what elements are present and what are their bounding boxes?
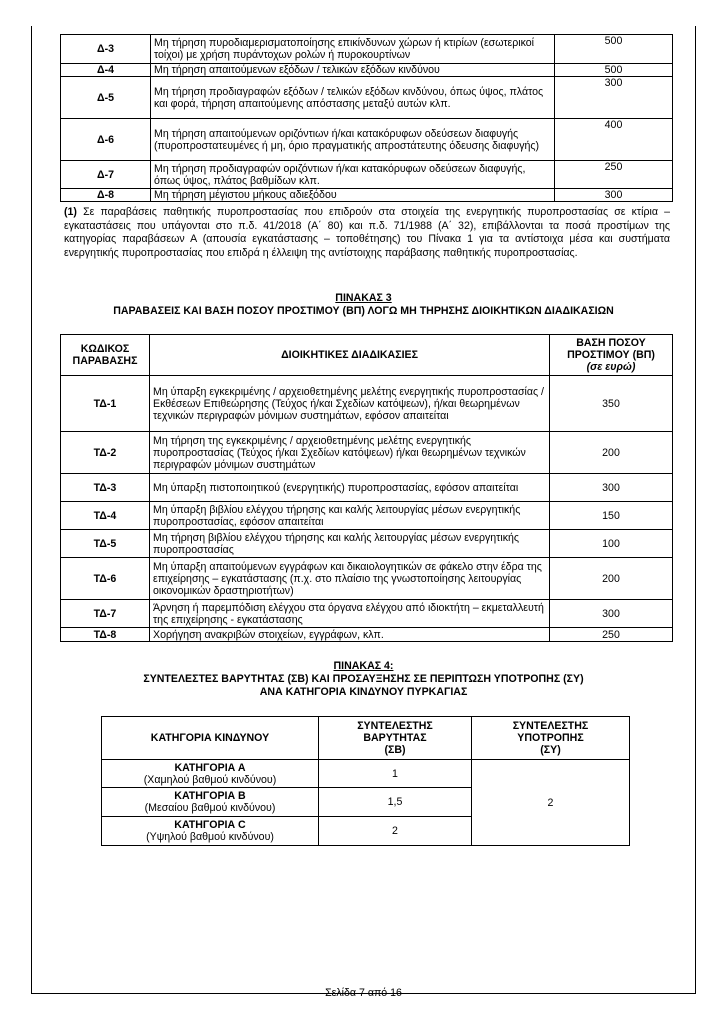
page-number: Σελίδα 7 από 16 <box>325 987 402 999</box>
fine-amount: 300 <box>555 77 673 119</box>
violation-description: Μη τήρηση απαιτούμενων οριζόντιων ή/και κατακόρυφων οδεύσεων διαφυγής (πυροπροστατευμένες ή μη, όριο πραγματικής απροστάτευτης όδευσης διαφυγής) <box>151 119 555 161</box>
table4-subtitle-2: ΑΝΑ ΚΑΤΗΓΟΡΙΑ ΚΙΝΔΥΝΟΥ ΠΥΡΚΑΓΙΑΣ <box>259 686 468 698</box>
violation-description: Μη ύπαρξη απαιτούμενων εγγράφων και δικαιολογητικών σε φάκελο στην έδρα της επιχείρησης – εγκατάστασης (π.χ. στο πλαίσιο της γνωστοποίησης λειτουργίας οικονομικών δραστηριοτήτων) <box>150 558 550 600</box>
table-row <box>61 161 673 189</box>
violation-code: ΤΔ-1 <box>61 376 150 432</box>
table3-heading: ΠΙΝΑΚΑΣ 3 <box>335 292 392 304</box>
violation-code: Δ-7 <box>61 161 151 189</box>
column-header-description: ΔΙΟΙΚΗΤΙΚΕΣ ΔΙΑΔΙΚΑΣΙΕΣ <box>150 335 550 376</box>
violation-description: Χορήγηση ανακριβών στοιχείων, εγγράφων, κλπ. <box>150 628 550 642</box>
violation-description: Μη ύπαρξη πιστοποιητικού (ενεργητικής) πυροπροστασίας, εφόσον απαιτείται <box>150 474 550 502</box>
footnote-text: Σε παραβάσεις παθητικής πυροπροστασίας που επιδρούν στα στοιχεία της ενεργητικής πυροπροστασίας σε κτίρια – εγκαταστάσεις που υπάγονται στο π.δ. 41/2018 (Α΄ 80) και π.δ. 71/1988 (Α΄ 32), επιβάλλονται τα ποσά προστίμων της κατηγορίας παραβάσεων Α (απουσία εγκατάστασης – τοποθέτησης) του Πίνακα 1 για τα αντίστοιχα μέσα και συστήματα ενεργητικής πυροπροστασίας που επιδρά η έλλειψη της αντίστοιχης παράβασης παθητικής πυροπροστασίας. <box>64 206 670 259</box>
fine-amount: 500 <box>555 35 673 64</box>
table-row <box>61 64 673 77</box>
table3-subtitle: ΠΑΡΑΒΑΣΕΙΣ ΚΑΙ ΒΑΣΗ ΠΟΣΟΥ ΠΡΟΣΤΙΜΟΥ (ΒΠ) ΛΟΓΩ ΜΗ ΤΗΡΗΣΗΣ ΔΙΟΙΚΗΤΙΚΩΝ ΔΙΑΔΙΚΑΣΙΩΝ <box>113 305 614 317</box>
violation-code: ΤΔ-2 <box>61 432 150 474</box>
footnote-marker: (1) <box>64 206 77 218</box>
violation-code: ΤΔ-6 <box>61 558 150 600</box>
table-row <box>61 189 673 202</box>
fine-amount: 400 <box>555 119 673 161</box>
fine-amount: 350 <box>550 376 673 432</box>
fine-amount: 300 <box>555 189 673 202</box>
violation-description: Μη τήρηση μέγιστου μήκους αδιεξόδου <box>151 189 555 202</box>
table-row <box>61 35 673 64</box>
violation-description: Μη τήρηση της εγκεκριμένης / αρχειοθετημένης μελέτης ενεργητικής πυροπροστασίας (Τεύχος ή/και Σχεδίων κατόψεων) ή/και θεωρημένων τεχνικών περιγραφών μόνιμων συστημάτων <box>150 432 550 474</box>
fine-amount: 200 <box>550 432 673 474</box>
violation-code: Δ-3 <box>61 35 151 64</box>
violation-code: Δ-6 <box>61 119 151 161</box>
table-row <box>61 77 673 119</box>
violation-description: Μη ύπαρξη εγκεκριμένης / αρχειοθετημένης μελέτης ενεργητικής πυροπροστασίας / Εκθέσεων Επιθεώρησης (Τεύχος ή/και Σχεδίων κατόψεων), ή/και θεωρημένων τεχνικών περιγραφών μόνιμων συστημάτων, εφόσον απαιτείται <box>150 376 550 432</box>
table-row <box>61 600 673 628</box>
risk-category: ΚΑΤΗΓΟΡΙΑ Β (Μεσαίου βαθμού κινδύνου) <box>102 788 319 817</box>
violation-code: ΤΔ-5 <box>61 530 150 558</box>
table-severity-coefficients <box>101 716 630 846</box>
column-header-amount: ΒΑΣΗ ΠΟΣΟΥ ΠΡΟΣΤΙΜΟΥ (ΒΠ) (σε ευρώ) <box>550 335 673 376</box>
violation-description: Μη τήρηση βιβλίου ελέγχου τήρησης και καλής λειτουργίας μέσων ενεργητικής πυροπροστασίας <box>150 530 550 558</box>
violation-description: Άρνηση ή παρεμπόδιση ελέγχου στα όργανα ελέγχου από ιδιοκτήτη – εκμεταλλευτή της επιχείρησης - εγκατάστασης <box>150 600 550 628</box>
fine-amount: 250 <box>555 161 673 189</box>
risk-category: ΚΑΤΗΓΟΡΙΑ Α (Χαμηλού βαθμού κινδύνου) <box>102 760 319 788</box>
table4-subtitle-1: ΣΥΝΤΕΛΕΣΤΕΣ ΒΑΡΥΤΗΤΑΣ (ΣΒ) ΚΑΙ ΠΡΟΣΑΥΞΗΣΗΣ ΣΕ ΠΕΡΙΠΤΩΣΗ ΥΠΟΤΡΟΠΗΣ (ΣΥ) <box>143 673 584 685</box>
severity-coefficient: 1,5 <box>319 788 472 817</box>
table-passive-fire-violations <box>60 34 673 202</box>
violation-code: ΤΔ-8 <box>61 628 150 642</box>
amount-unit: (σε ευρώ) <box>586 361 636 373</box>
violation-description: Μη τήρηση πυροδιαμερισματοποίησης επικίνδυνων χώρων ή κτιρίων (εσωτερικοί τοίχοι) με χρήση πυράντοχων ρολών ή πυροκουρτίνων <box>151 35 555 64</box>
recurrence-coefficient: 2 <box>472 760 630 846</box>
table-row <box>61 558 673 600</box>
violation-code: Δ-8 <box>61 189 151 202</box>
violation-code: ΤΔ-4 <box>61 502 150 530</box>
column-header-recurrence: ΣΥΝΤΕΛΕΣΤΗΣ ΥΠΟΤΡΟΠΗΣ (ΣΥ) <box>472 717 630 760</box>
violation-code: Δ-5 <box>61 77 151 119</box>
fine-amount: 300 <box>550 474 673 502</box>
violation-description: Μη τήρηση προδιαγραφών εξόδων / τελικών εξόδων κινδύνου, όπως ύψος, πλάτος και φορά, τήρηση απαιτούμενης απόστασης μεταξύ αυτών κλπ. <box>151 77 555 119</box>
violation-code: ΤΔ-3 <box>61 474 150 502</box>
fine-amount: 250 <box>550 628 673 642</box>
footnote <box>64 206 670 260</box>
violation-description: Μη τήρηση προδιαγραφών οριζόντιων ή/και κατακόρυφων οδεύσεων διαφυγής, όπως ύψος, πλάτος βαθμίδων κλπ. <box>151 161 555 189</box>
risk-category: ΚΑΤΗΓΟΡΙΑ C (Υψηλού βαθμού κινδύνου) <box>102 817 319 846</box>
table-row <box>61 502 673 530</box>
table-administrative-violations <box>60 334 673 642</box>
fine-amount: 500 <box>555 64 673 77</box>
column-header-severity: ΣΥΝΤΕΛΕΣΤΗΣ ΒΑΡΥΤΗΤΑΣ (ΣΒ) <box>319 717 472 760</box>
severity-coefficient: 2 <box>319 817 472 846</box>
table4-heading: ΠΙΝΑΚΑΣ 4: <box>333 660 394 672</box>
column-header-category: ΚΑΤΗΓΟΡΙΑ ΚΙΝΔΥΝΟΥ <box>102 717 319 760</box>
fine-amount: 150 <box>550 502 673 530</box>
table-row <box>61 628 673 642</box>
table-row <box>102 760 630 788</box>
table-header-row <box>102 717 630 760</box>
severity-coefficient: 1 <box>319 760 472 788</box>
table-row <box>61 530 673 558</box>
table-row <box>61 119 673 161</box>
table-row <box>61 432 673 474</box>
table-row <box>61 376 673 432</box>
table-header-row <box>61 335 673 376</box>
fine-amount: 100 <box>550 530 673 558</box>
violation-code: ΤΔ-7 <box>61 600 150 628</box>
table-row <box>61 474 673 502</box>
fine-amount: 200 <box>550 558 673 600</box>
column-header-code: ΚΩΔΙΚΟΣ ΠΑΡΑΒΑΣΗΣ <box>61 335 150 376</box>
violation-description: Μη ύπαρξη βιβλίου ελέγχου τήρησης και καλής λειτουργίας μέσων ενεργητικής πυροπροστασίας, εφόσον απαιτείται <box>150 502 550 530</box>
violation-code: Δ-4 <box>61 64 151 77</box>
violation-description: Μη τήρηση απαιτούμενων εξόδων / τελικών εξόδων κινδύνου <box>151 64 555 77</box>
fine-amount: 300 <box>550 600 673 628</box>
